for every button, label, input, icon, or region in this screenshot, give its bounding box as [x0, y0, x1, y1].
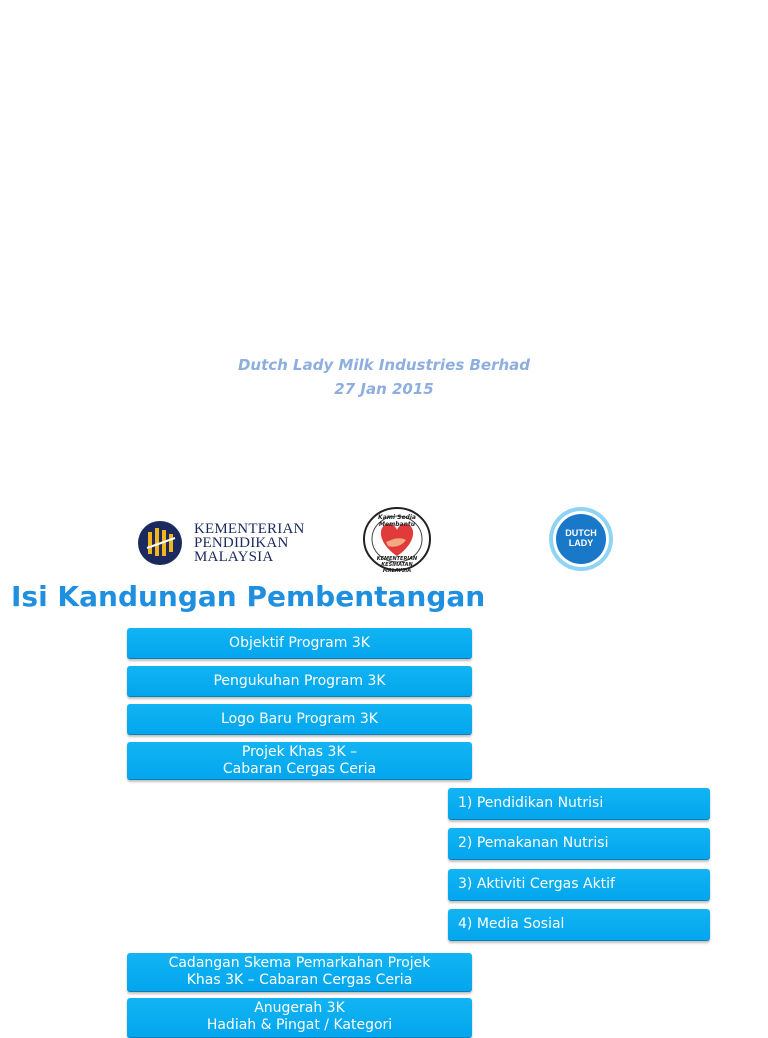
presentation-date: 27 Jan 2015 [334, 380, 434, 398]
menu-item-pengukuhan[interactable]: Pengukuhan Program 3K [127, 666, 472, 697]
kpm-logo-line-1: KEMENTERIAN [194, 521, 305, 537]
submenu-item-media-sosial[interactable]: 4) Media Sosial [448, 909, 710, 941]
presenter-company: Dutch Lady Milk Industries Berhad [237, 356, 531, 374]
kpm-logo-wordmark [194, 522, 305, 564]
kementerian-kesihatan-malaysia-logo [362, 506, 432, 572]
menu-item-anugerah[interactable]: Anugerah 3K Hadiah & Pingat / Kategori [127, 998, 472, 1038]
submenu-item-aktiviti-cergas[interactable]: 3) Aktiviti Cergas Aktif [448, 869, 710, 901]
kpm-logo-line-2: PENDIDIKAN [194, 535, 289, 551]
kementerian-pendidikan-malaysia-logo [138, 520, 318, 568]
menu-item-projek-khas[interactable]: Projek Khas 3K – Cabaran Cergas Ceria [127, 742, 472, 780]
menu-item-cadangan-skema[interactable]: Cadangan Skema Pemarkahan Projek Khas 3K – Cabaran Cergas Ceria [127, 953, 472, 992]
page-title: Isi Kandungan Pembentangan [11, 580, 486, 613]
submenu-item-pemakanan-nutrisi[interactable]: 2) Pemakanan Nutrisi [448, 828, 710, 860]
kkm-logo-bottom-text: KEMENTERIAN KESIHATAN MALAYSIA [376, 556, 418, 574]
menu-item-logo-baru[interactable]: Logo Baru Program 3K [127, 704, 472, 735]
submenu-item-pendidikan-nutrisi[interactable]: 1) Pendidikan Nutrisi [448, 788, 710, 820]
kpm-logo-line-3: MALAYSIA [194, 549, 274, 565]
menu-item-objektif[interactable]: Objektif Program 3K [127, 628, 472, 659]
kkm-logo-top-text: Kami Sedia Membantu [378, 514, 416, 528]
dutch-lady-logo [548, 506, 614, 572]
dutch-lady-wordmark: DUTCH LADY [565, 528, 597, 548]
